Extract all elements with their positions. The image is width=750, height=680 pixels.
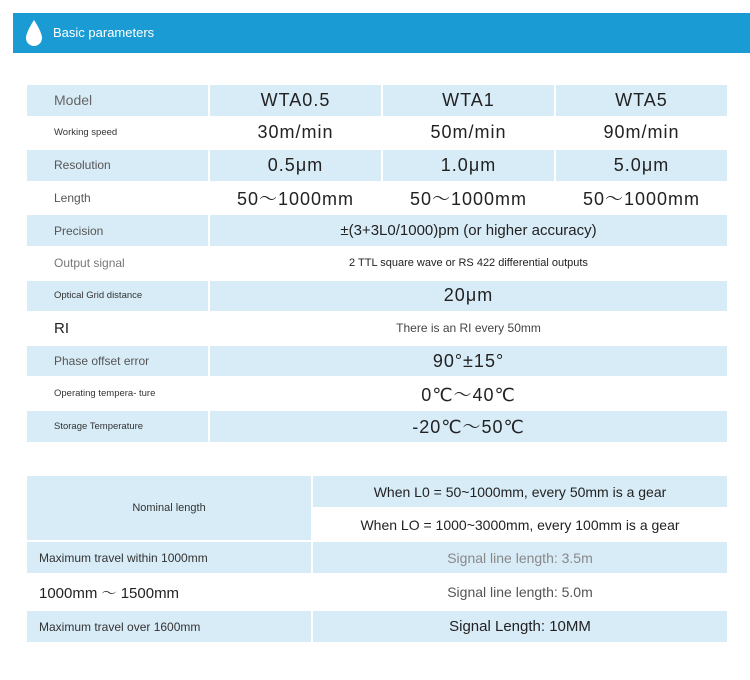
cell-value: 20μm <box>210 281 727 312</box>
table-row <box>27 85 727 116</box>
cell-value: 50～1000mm <box>383 183 554 214</box>
table-row <box>27 378 727 409</box>
row-label: Length <box>27 183 208 214</box>
table-row <box>27 346 727 377</box>
model-name: WTA5 <box>556 85 727 116</box>
row-label: Storage Temperature <box>27 411 208 442</box>
row-label: Output signal <box>27 248 208 279</box>
cell-value: 0.5μm <box>210 150 381 181</box>
cell-value: 50～1000mm <box>556 183 727 214</box>
table-row <box>27 248 727 279</box>
table-row <box>27 611 727 642</box>
table-row <box>27 411 727 442</box>
table-row <box>27 575 727 609</box>
table-row <box>27 150 727 181</box>
cell-value: 2 TTL square wave or RS 422 differential outputs <box>210 248 727 279</box>
table-row <box>27 215 727 246</box>
table-row <box>27 476 727 507</box>
cell-value: 30m/min <box>210 118 381 149</box>
row-label: Maximum travel within 1000mm <box>27 542 311 573</box>
cell-value: Signal line length: 3.5m <box>313 542 727 573</box>
row-label: Precision <box>27 215 208 246</box>
specs-table <box>25 83 729 444</box>
model-name: WTA1 <box>383 85 554 116</box>
cell-value: When LO = 1000~3000mm, every 100mm is a gear <box>313 509 727 540</box>
row-label: Working speed <box>27 118 208 149</box>
cell-value: 50～1000mm <box>210 183 381 214</box>
table-row <box>27 281 727 312</box>
row-label: RI <box>27 313 208 344</box>
cell-value: 1.0μm <box>383 150 554 181</box>
row-label: Operating tempera- ture <box>27 378 208 409</box>
cell-value: Signal Length: 10MM <box>313 611 727 642</box>
page-title: Basic parameters <box>53 25 155 40</box>
row-label: Phase offset error <box>27 346 208 377</box>
cell-value: 5.0μm <box>556 150 727 181</box>
row-label: Resolution <box>27 150 208 181</box>
table-row <box>27 183 727 214</box>
cell-value: 50m/min <box>383 118 554 149</box>
cell-value: -20℃～50℃ <box>210 411 727 442</box>
row-label: Nominal length <box>27 476 311 540</box>
model-header: Model <box>27 85 208 116</box>
model-name: WTA0.5 <box>210 85 381 116</box>
cell-value: ±(3+3L0/1000)pm (or higher accuracy) <box>210 215 727 246</box>
header-banner <box>13 13 750 53</box>
cell-value: When L0 = 50~1000mm, every 50mm is a gear <box>313 476 727 507</box>
cell-value: 0℃～40℃ <box>210 378 727 409</box>
nominal-table <box>25 474 729 644</box>
table-row <box>27 313 727 344</box>
row-label: Optical Grid distance <box>27 281 208 312</box>
table-row <box>27 542 727 573</box>
cell-value: 90°±15° <box>210 346 727 377</box>
cell-value: There is an RI every 50mm <box>210 313 727 344</box>
water-drop-icon <box>25 19 43 47</box>
cell-value: 90m/min <box>556 118 727 149</box>
row-label: 1000mm ～ 1500mm <box>27 575 311 609</box>
table-row <box>27 118 727 149</box>
cell-value: Signal line length: 5.0m <box>313 575 727 609</box>
row-label: Maximum travel over 1600mm <box>27 611 311 642</box>
